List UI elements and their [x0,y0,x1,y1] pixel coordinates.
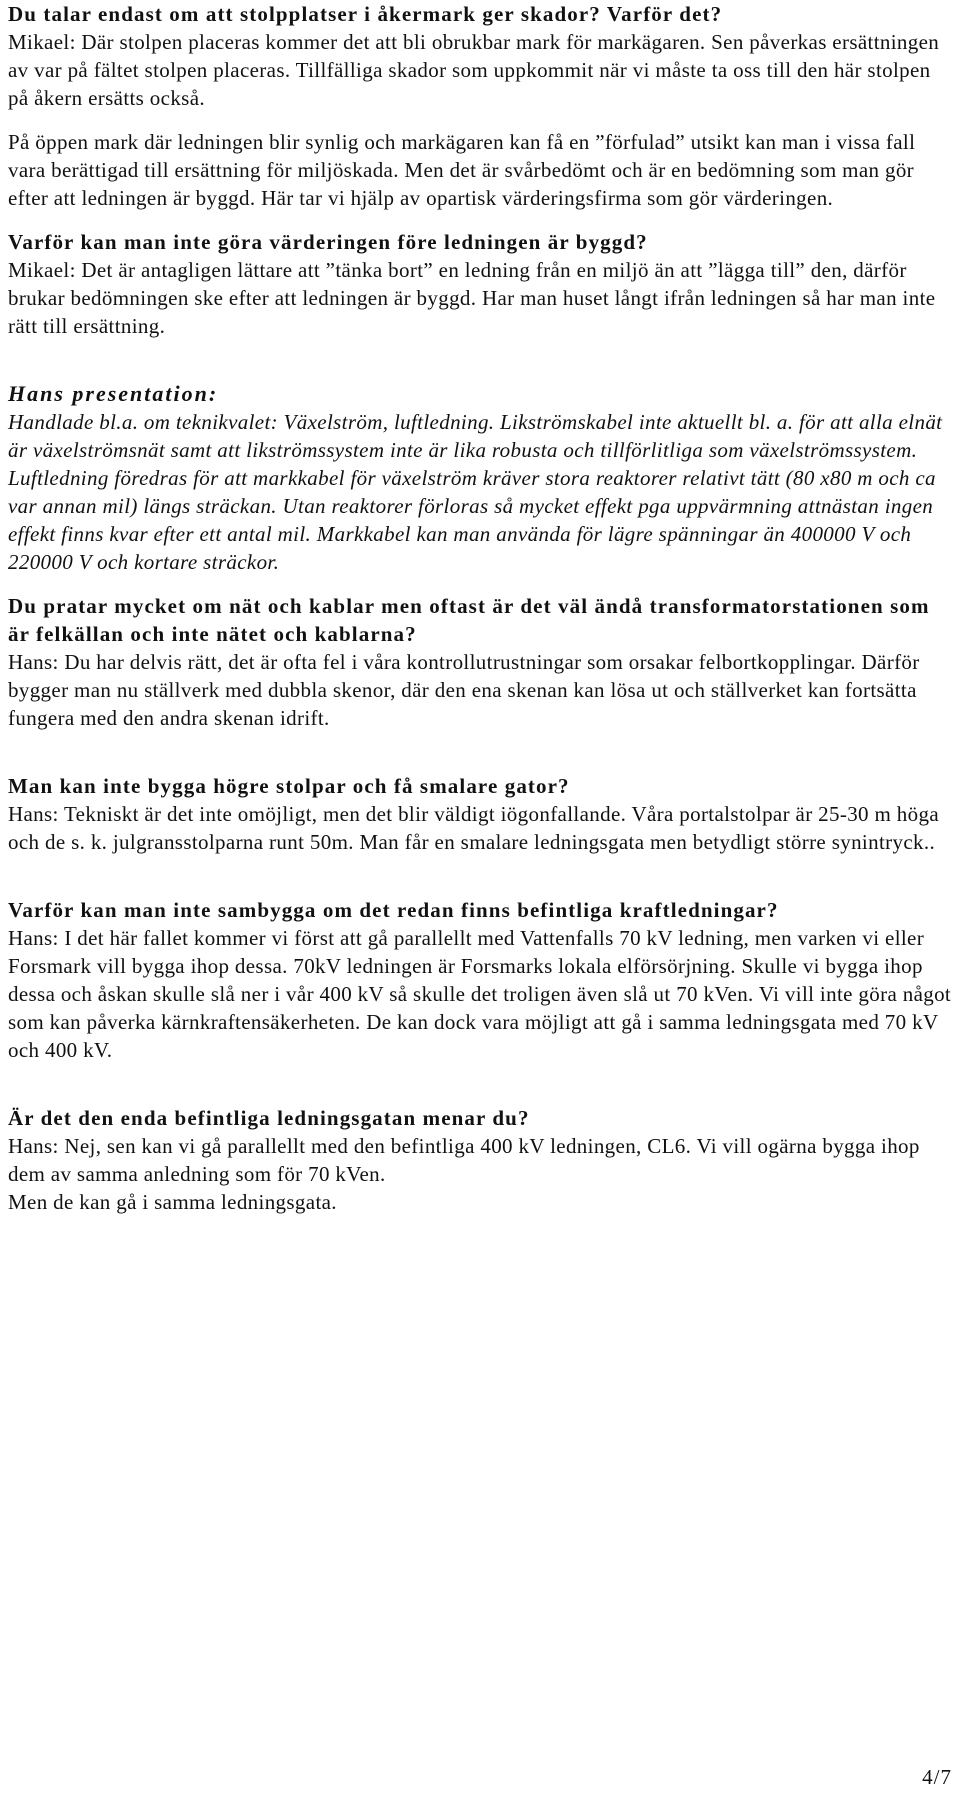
page-number: 4/7 [922,1765,952,1789]
question-heading: Varför kan man inte göra värderingen före ledningen är byggd? [8,230,648,254]
answer-paragraph: Hans: Tekniskt är det inte omöjligt, men det blir väldigt iögonfallande. Våra portalstolpar är 25-30 m höga och de s. k. julgransstolparna runt 50m. Man får en smalare ledningsgata men betydligt större synintryck.. [8,802,939,854]
presentation-text: Handlade bl.a. om teknikvalet: Växelström, luftledning. Likströmskabel inte aktuellt bl. a. för att alla elnät är växelströmsnät samt att likströmssystem inte är lika robusta och tillförlitliga som växelströmssystem. Luftledning föredras för att markkabel för växelström kräver stora reaktorer relativt tätt (80 x80 m och ca var annan mil) längs sträckan. Utan reaktorer förloras så mycket effekt pga uppvärmning attnästan ingen effekt finns kvar efter ett antal mil. Markkabel kan man använda för lägre spänningar än 400000 V och 220000 V och kortare sträckor. [8,410,943,574]
answer-paragraph: Mikael: Det är antagligen lättare att ”tänka bort” en ledning från en miljö än att ”lägga till” den, därför brukar bedömningen ske efter att ledningen är byggd. Har man huset långt ifrån ledningen så har man inte rätt till ersättning. [8,258,936,338]
question-heading: Man kan inte bygga högre stolpar och få smalare gator? [8,774,570,798]
answer-paragraph: Hans: I det här fallet kommer vi först att gå parallellt med Vattenfalls 70 kV ledning, men varken vi eller Forsmark vill bygga ihop dessa. 70kV ledningen är Forsmarks lokala elförsörjning. Skulle vi bygga ihop dessa och åskan skulle slå ner i vår 400 kV så skulle det troligen även slå ut 70 kVen. Vi vill inte göra något som kan påverka kärnkraftensäkerheten. De kan dock vara möjligt att gå i samma ledningsgata med 70 kV och 400 kV. [8,926,952,1062]
question-heading: Du pratar mycket om nät och kablar men oftast är det väl ändå transformatorstationen som är felkällan och inte nätet och kablarna? [8,594,930,646]
section-title: Hans presentation: [8,381,219,406]
question-heading: Du talar endast om att stolpplatser i åkermark ger skador? Varför det? [8,2,723,26]
question-heading: Är det den enda befintliga ledningsgatan menar du? [8,1106,530,1130]
question-heading: Varför kan man inte sambygga om det redan finns befintliga kraftledningar? [8,898,779,922]
answer-paragraph: Men de kan gå i samma ledningsgata. [8,1190,337,1214]
answer-paragraph: Hans: Du har delvis rätt, det är ofta fel i våra kontrollutrustningar som orsakar felbortkopplingar. Därför bygger man nu ställverk med dubbla skenor, där den ena skenan kan lösa ut och ställverket kan fortsätta fungera med den andra skenan idrift. [8,650,920,730]
answer-paragraph: Hans: Nej, sen kan vi gå parallellt med den befintliga 400 kV ledningen, CL6. Vi vill ogärna bygga ihop dem av samma anledning som för 70 kVen. [8,1134,920,1186]
body-paragraph: På öppen mark där ledningen blir synlig och markägaren kan få en ”förfulad” utsikt kan man i vissa fall vara berättigad till ersättning för miljöskada. Men det är svårbedömt och är en bedömning som man gör efter att ledningen är byggd. Här tar vi hjälp av opartisk värderingsfirma som gör värderingen. [8,130,916,210]
document-page [8,0,952,1216]
answer-paragraph: Mikael: Där stolpen placeras kommer det att bli obrukbar mark för markägaren. Sen påverkas ersättningen av var på fältet stolpen placeras. Tillfälliga skador som uppkommit när vi måste ta oss till den här stolpen på åkern ersätts också. [8,30,940,110]
